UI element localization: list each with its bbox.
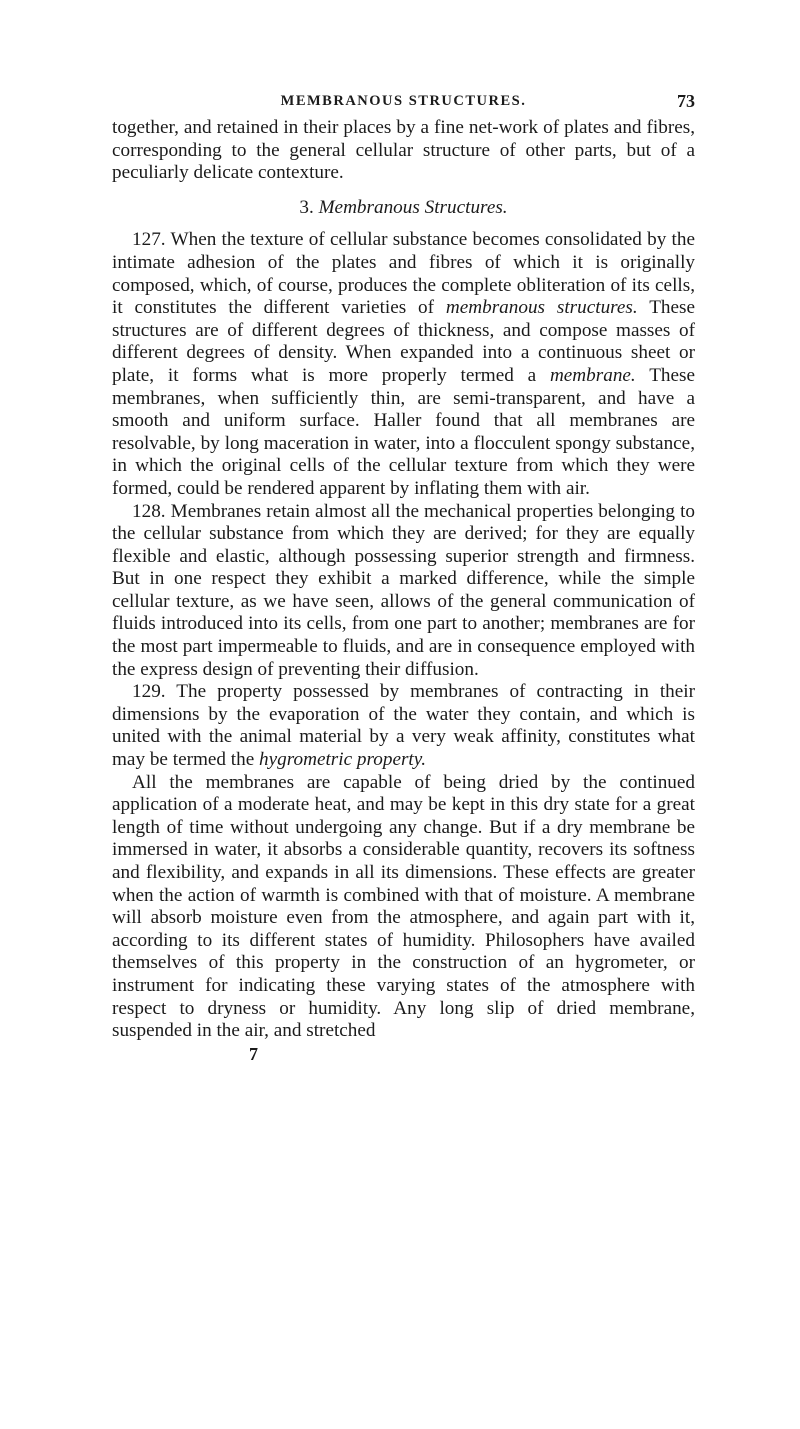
section-heading [112,197,695,220]
paragraph-128 [112,501,695,682]
emphasis-term: membrane. [549,364,636,386]
section-number: 3. [299,196,314,218]
paragraph-number: 127. [132,229,166,251]
paragraph-text: When the texture of cellular substance becomes consolidated by the intimate adhesion of the plates and fibres of which it is originally composed, which, of course, produces the complete obliteration of its cells, it constitutes the different varieties of [112,229,695,319]
paragraph-text: These membranes, when sufficiently thin, are semi-transparent, and have a smooth and uniform surface. Haller found that all membranes are resolvable, by long maceration in water, into a flocculent spongy substance, in which the original cells of the cellular texture from which they were formed, could be rendered apparent by inflating them with air. [112,364,696,499]
running-head [112,88,695,114]
paragraph-127 [112,229,695,500]
running-title: MEMBRANOUS STRUCTURES. [280,93,527,109]
opening-paragraph: together, and retained in their places by a fine net-work of plates and fibres, corresponding to the general cellular structure of other parts, but of a peculiarly delicate contexture. [112,117,695,184]
paragraph-129 [112,681,695,771]
paragraph-text: These structures are of different degrees of thickness, and compose masses of different degrees of density. When expanded into a continuous sheet or plate, it forms what is more properly termed a [112,297,696,386]
paragraph-text: The property possessed by membranes of contracting in their dimensions by the evaporation of the water they contain, and which is united with the animal material by a very weak affinity, constitutes what may be termed the [112,681,695,771]
paragraph-number: 129. [132,681,166,703]
page-number: 73 [677,91,695,111]
paragraph-continuation: All the membranes are capable of being dried by the continued application of a moderate heat, and may be kept in this dry state for a great length of time without undergoing any change. But if a dry membrane be immersed in water, it absorbs a considerable quantity, recovers its softness and flexibility, and expands in all its dimensions. These effects are greater when the action of warmth is combined with that of moisture. A membrane will absorb moisture even from the atmosphere, and again part with it, according to its different states of humidity. Philosophers have availed themselves of this property in the construction of an hygrometer, or instrument for indicating these varying states of the atmosphere with respect to dryness or humidity. Any long slip of dried membrane, suspended in the air, and stretched [112,771,695,1042]
body-text [112,117,695,1065]
paragraph-number: 128. [132,500,166,522]
emphasis-term: membranous structures. [445,297,638,319]
emphasis-term: hygrometric property. [259,749,427,771]
paragraph-text: Membranes retain almost all the mechanical properties belonging to the cellular substance from which they are derived; for they are equally flexible and elastic, although possessing superior strength and firmness. But in one respect they exhibit a marked difference, while the simple cellular texture, as we have seen, allows of the general communication of fluids introduced into its cells, from one part to another; membranes are for the most part impermeable to fluids, and are in consequence employed with the express design of preventing their diffusion. [112,500,695,680]
signature-mark: 7 [249,1043,258,1064]
section-title: Membranous Structures. [318,196,508,218]
